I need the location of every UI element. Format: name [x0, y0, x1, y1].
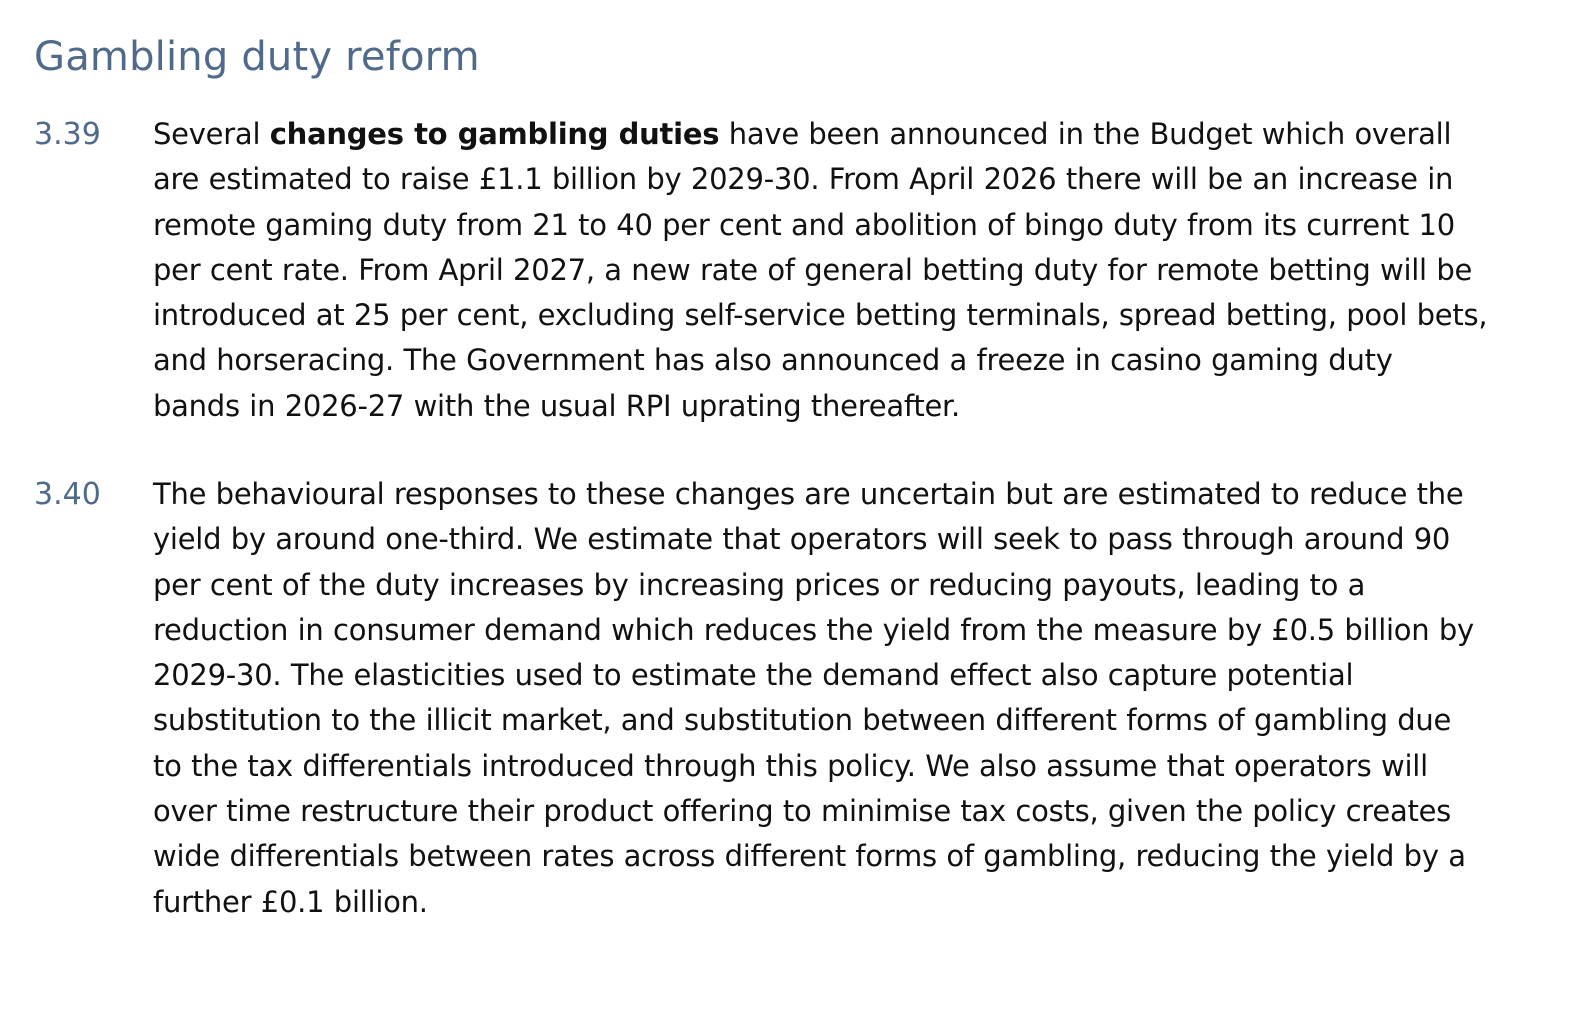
bold-link-text: changes to gambling duties — [269, 117, 720, 151]
paragraph-number: 3.40 — [34, 477, 101, 512]
paragraph-text — [153, 112, 1488, 429]
paragraph-text-rest: have been announced in the Budget which overall are estimated to raise £1.1 billion by 2029-30. From April 2026 there will be an increase in remote gaming duty from 21 to 40 per cent and abolition of bingo duty from its current 10 per cent rate. From April 2027, a new rate of general betting duty for remote betting will be introduced at 25 per cent, excluding self-service betting terminals, spread betting, pool bets, and horseracing. The Government has also announced a freeze in casino gaming duty bands in 2026-27 with the usual RPI uprating thereafter. — [153, 117, 1488, 423]
section-heading: Gambling duty reform — [34, 34, 480, 80]
paragraph-number: 3.39 — [34, 117, 101, 152]
paragraph-text: The behavioural responses to these changes are uncertain but are estimated to reduce the yield by around one-third. We estimate that operators will seek to pass through around 90 per cent of the duty increases by increasing prices or reducing payouts, leading to a reduction in consumer demand which reduces the yield from the measure by £0.5 billion by 2029-30. The elasticities used to estimate the demand effect also capture potential substitution to the illicit market, and substitution between different forms of gambling due to the tax differentials introduced through this policy. We also assume that operators will over time restructure their product offering to minimise tax costs, given the policy creates wide differentials between rates across different forms of gambling, reducing the yield by a further £0.1 billion. — [153, 477, 1474, 919]
paragraph-text-lead: Several — [153, 117, 270, 151]
